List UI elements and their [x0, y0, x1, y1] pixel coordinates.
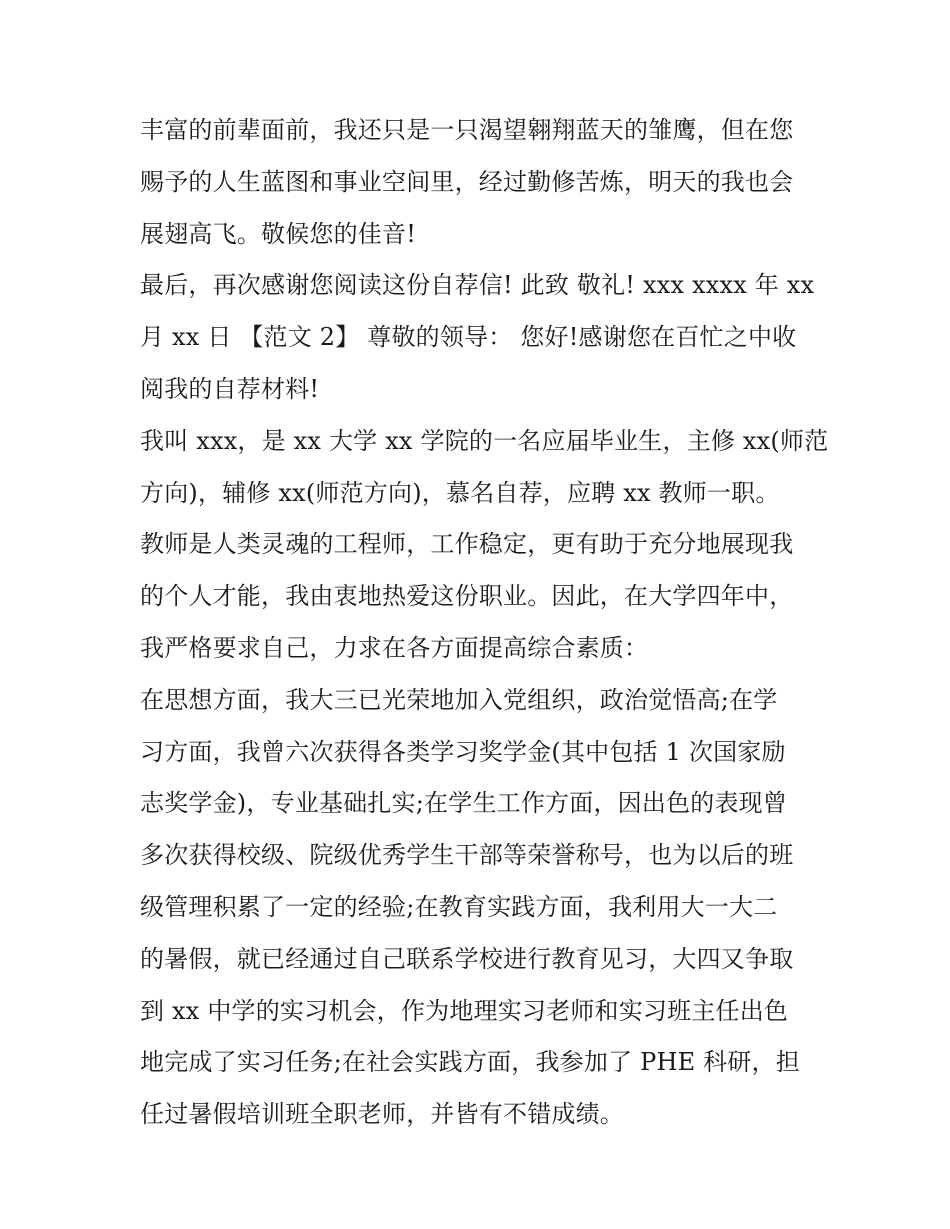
text-line: 多次获得校级、院级优秀学生干部等荣誉称号，也为以后的班 — [140, 841, 794, 870]
text-line: 阅我的自荐材料! — [140, 374, 320, 403]
text-line: 展翅高飞。敬候您的佳音! — [140, 219, 417, 248]
text-line: 在思想方面，我大三已光荣地加入党组织，政治觉悟高;在学 — [140, 685, 778, 714]
text-line: 志奖学金)，专业基础扎实;在学生工作方面，因出色的表现曾 — [140, 789, 788, 818]
text-line: 方向)，辅修 xx(师范方向)，慕名自荐，应聘 xx 教师一职。 — [140, 478, 780, 507]
text-line: 赐予的人生蓝图和事业空间里，经过勤修苦炼，明天的我也会 — [140, 167, 794, 196]
text-line: 习方面，我曾六次获得各类学习奖学金(其中包括 1 次国家励 — [140, 737, 786, 766]
text-line: 的暑假，就已经通过自己联系学校进行教育见习，大四又争取 — [140, 944, 794, 973]
text-line: 地完成了实习任务;在社会实践方面，我参加了 PHE 科研，担 — [140, 1048, 800, 1077]
text-line: 级管理积累了一定的经验;在教育实践方面，我利用大一大二 — [140, 892, 778, 921]
text-line: 最后，再次感谢您阅读这份自荐信! 此致 敬礼! xxx xxxx 年 xx — [140, 271, 815, 300]
text-line: 月 xx 日 【范文 2】 尊敬的领导： 您好!感谢您在百忙之中收 — [140, 323, 797, 352]
text-line: 教师是人类灵魂的工程师，工作稳定，更有助于充分地展现我 — [140, 530, 794, 559]
text-line: 到 xx 中学的实习机会，作为地理实习老师和实习班主任出色 — [140, 996, 789, 1025]
text-line: 我叫 xxx，是 xx 大学 xx 学院的一名应届毕业生，主修 xx(师范 — [140, 426, 829, 455]
text-line: 任过暑假培训班全职老师，并皆有不错成绩。 — [140, 1100, 624, 1129]
text-line: 我严格要求自己，力求在各方面提高综合素质： — [140, 633, 649, 662]
text-line: 丰富的前辈面前，我还只是一只渴望翱翔蓝天的雏鹰，但在您 — [140, 116, 794, 144]
document-body — [140, 105, 829, 1141]
text-line: 的个人才能，我由衷地热爱这份职业。因此，在大学四年中， — [140, 582, 794, 611]
